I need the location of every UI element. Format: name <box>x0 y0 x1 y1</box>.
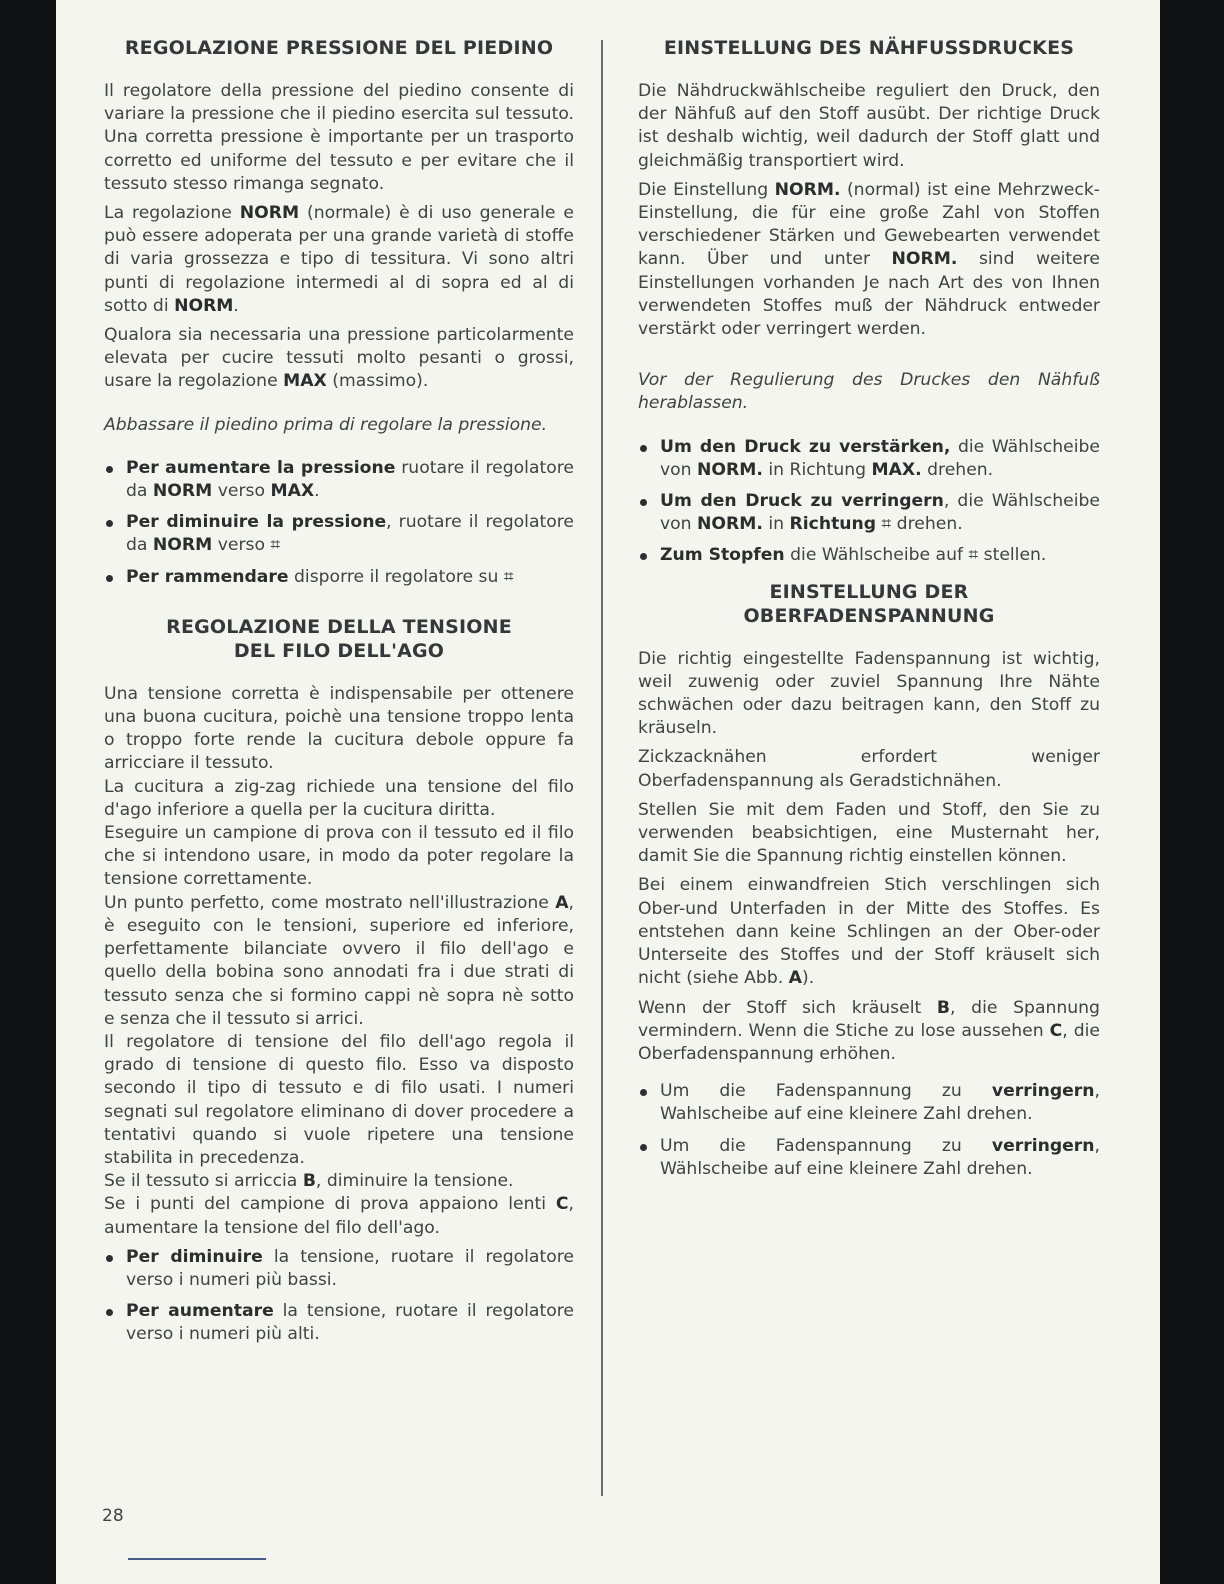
italian-column <box>104 36 574 1355</box>
list-item: Per rammendare disporre il regolatore su ⌗ <box>104 566 574 589</box>
paragraph: Eseguire un campione di prova con il tessuto ed il filo che si intendono usare, in modo da poter regolare la tensione correttamente. <box>104 823 574 890</box>
paragraph: La regolazione NORM (normale) è di uso generale e può essere adoperata per una grande varietà di stoffe di varia grossezza e tipo di tessitura. Vi sono altri punti di regolazione intermedi al di sopra ed al di sotto di NORM. <box>104 203 574 316</box>
list-item: Zum Stopfen die Wählscheibe auf ⌗ stellen. <box>638 544 1100 567</box>
paragraph: La cucitura a zig-zag richiede una tensione del filo d'ago inferiore a quella per la cucitura diritta. <box>104 776 574 820</box>
heading-thread-tension-de: EINSTELLUNG DER OBERFADENSPANNUNG <box>743 580 995 627</box>
paragraph: Die richtig eingestellte Fadenspannung ist wichtig, weil zuwenig oder zuviel Spannung Ihre Nähte schwächen oder dazu beitragen kann, den Stoff zu kräuseln. <box>638 648 1100 739</box>
list-item: Um die Fadenspannung zu verringern, Wählscheibe auf eine kleinere Zahl drehen. <box>638 1135 1100 1181</box>
paragraph: Qualora sia necessaria una pressione particolarmente elevata per cucire tessuti molto pesanti o grossi, usare la regolazione MAX (massimo). <box>104 325 574 392</box>
paragraph: Wenn der Stoff sich kräuselt B, die Spannung vermindern. Wenn die Stiche zu lose aussehen C, die Oberfadenspannung erhöhen. <box>638 997 1100 1064</box>
paragraph: Una tensione corretta è indispensabile per ottenere una buona cucitura, poichè una tensione troppo lenta o troppo forte rende la cucitura debole oppure fa arricciare il tessuto. <box>104 683 574 774</box>
scan-edge-right <box>1160 0 1224 1584</box>
paragraph: Stellen Sie mit dem Faden und Stoff, den Sie zu verwenden beabsichtigen, eine Musternaht her, damit Sie die Spannung richtig einstellen können. <box>638 799 1100 867</box>
paragraph: Die Nähdruckwählscheibe reguliert den Druck, den der Nähfuß auf den Stoff ausübt. Der richtige Druck ist deshalb wichtig, weil dadurch der Stoff glatt und gleichmäßig transportiert wird. <box>638 81 1100 171</box>
column-divider <box>601 40 603 1496</box>
heading-presser-pressure-de: EINSTELLUNG DES NÄHFUSSDRUCKES <box>663 37 1075 59</box>
list-item: Um den Druck zu verringern, die Wählscheibe von NORM. in Richtung ⌗ drehen. <box>638 490 1100 536</box>
paragraph: Se il tessuto si arriccia B, diminuire la tensione. <box>104 1171 514 1192</box>
paragraph: Die Einstellung NORM. (normal) ist eine Mehrzweck-Einstellung, die für eine große Zahl von Stoffen verschiedener Stärken und Gewebearten verwendet kann. Über und unter NORM. sind weitere Einstellungen vorhanden Je nach Art des von Ihnen verwendeten Stoffes muß der Nähdruck entweder verstärkt oder verringert werden. <box>638 179 1100 340</box>
bullet-list <box>638 436 1100 568</box>
paragraph: Un punto perfetto, come mostrato nell'illustrazione A, è eseguito con le tensioni, superiore ed inferiore, perfettamente bilanciate ovvero il filo dell'ago e quello della bobina sono annodati fra i due strati di tessuto senza che si formino cappi nè sopra nè sotto e senza che il tessuto si arrici. <box>104 892 574 1029</box>
bullet-list <box>104 1246 574 1347</box>
paragraph: Il regolatore della pressione del piedino consente di variare la pressione che il piedino esercita sul tessuto. Una corretta pressione è importante per un trasporto corretto ed uniforme del tessuto e per evitare che il tessuto stesso rimanga segnato. <box>104 81 574 194</box>
heading-presser-pressure-it: REGOLAZIONE PRESSIONE DEL PIEDINO <box>124 37 554 59</box>
page-number: 28 <box>102 1506 124 1526</box>
list-item: Um den Druck zu verstärken, die Wählscheibe von NORM. in Richtung MAX. drehen. <box>638 436 1100 482</box>
italic-note: Abbassare il piedino prima di regolare la pressione. <box>104 414 548 435</box>
footer-rule <box>128 1558 266 1560</box>
german-column <box>638 36 1100 1189</box>
bullet-list <box>638 1080 1100 1181</box>
heading-thread-tension-it: REGOLAZIONE DELLA TENSIONE DEL FILO DELL'AGO <box>166 615 512 662</box>
paragraph: Zickzacknähen erfordert weniger Oberfadenspannung als Geradstichnähen. <box>638 747 1100 791</box>
list-item: Um die Fadenspannung zu verringern, Wahlscheibe auf eine kleinere Zahl drehen. <box>638 1080 1100 1126</box>
paragraph: Se i punti del campione di prova appaiono lenti C, aumentare la tensione del filo dell'ago. <box>104 1194 574 1238</box>
bullet-list <box>104 457 574 589</box>
paragraph: Bei einem einwandfreien Stich verschlingen sich Ober-und Unterfaden in der Mitte des Stoffes. Es entstehen dann keine Schlingen an der Ober-oder Unterseite des Stoffes und der Stoff kräuselt sich nicht (siehe Abb. A). <box>638 875 1100 989</box>
list-item: Per diminuire la pressione, ruotare il regolatore da NORM verso ⌗ <box>104 511 574 557</box>
paragraph: Il regolatore di tensione del filo dell'ago regola il grado di tensione di questo filo. Esso va disposto secondo il tipo di tessuto e di filo usati. I numeri segnati sul regolatore eliminano di dover procedere a tentativi quando si vuole ripetere una tensione stabilita in precedenza. <box>104 1031 574 1168</box>
italic-note: Vor der Regulierung des Druckes den Nähfuß herablassen. <box>638 370 1100 414</box>
scan-edge-left <box>0 0 56 1584</box>
list-item: Per aumentare la tensione, ruotare il regolatore verso i numeri più alti. <box>104 1300 574 1346</box>
list-item: Per aumentare la pressione ruotare il regolatore da NORM verso MAX. <box>104 457 574 503</box>
list-item: Per diminuire la tensione, ruotare il regolatore verso i numeri più bassi. <box>104 1246 574 1292</box>
